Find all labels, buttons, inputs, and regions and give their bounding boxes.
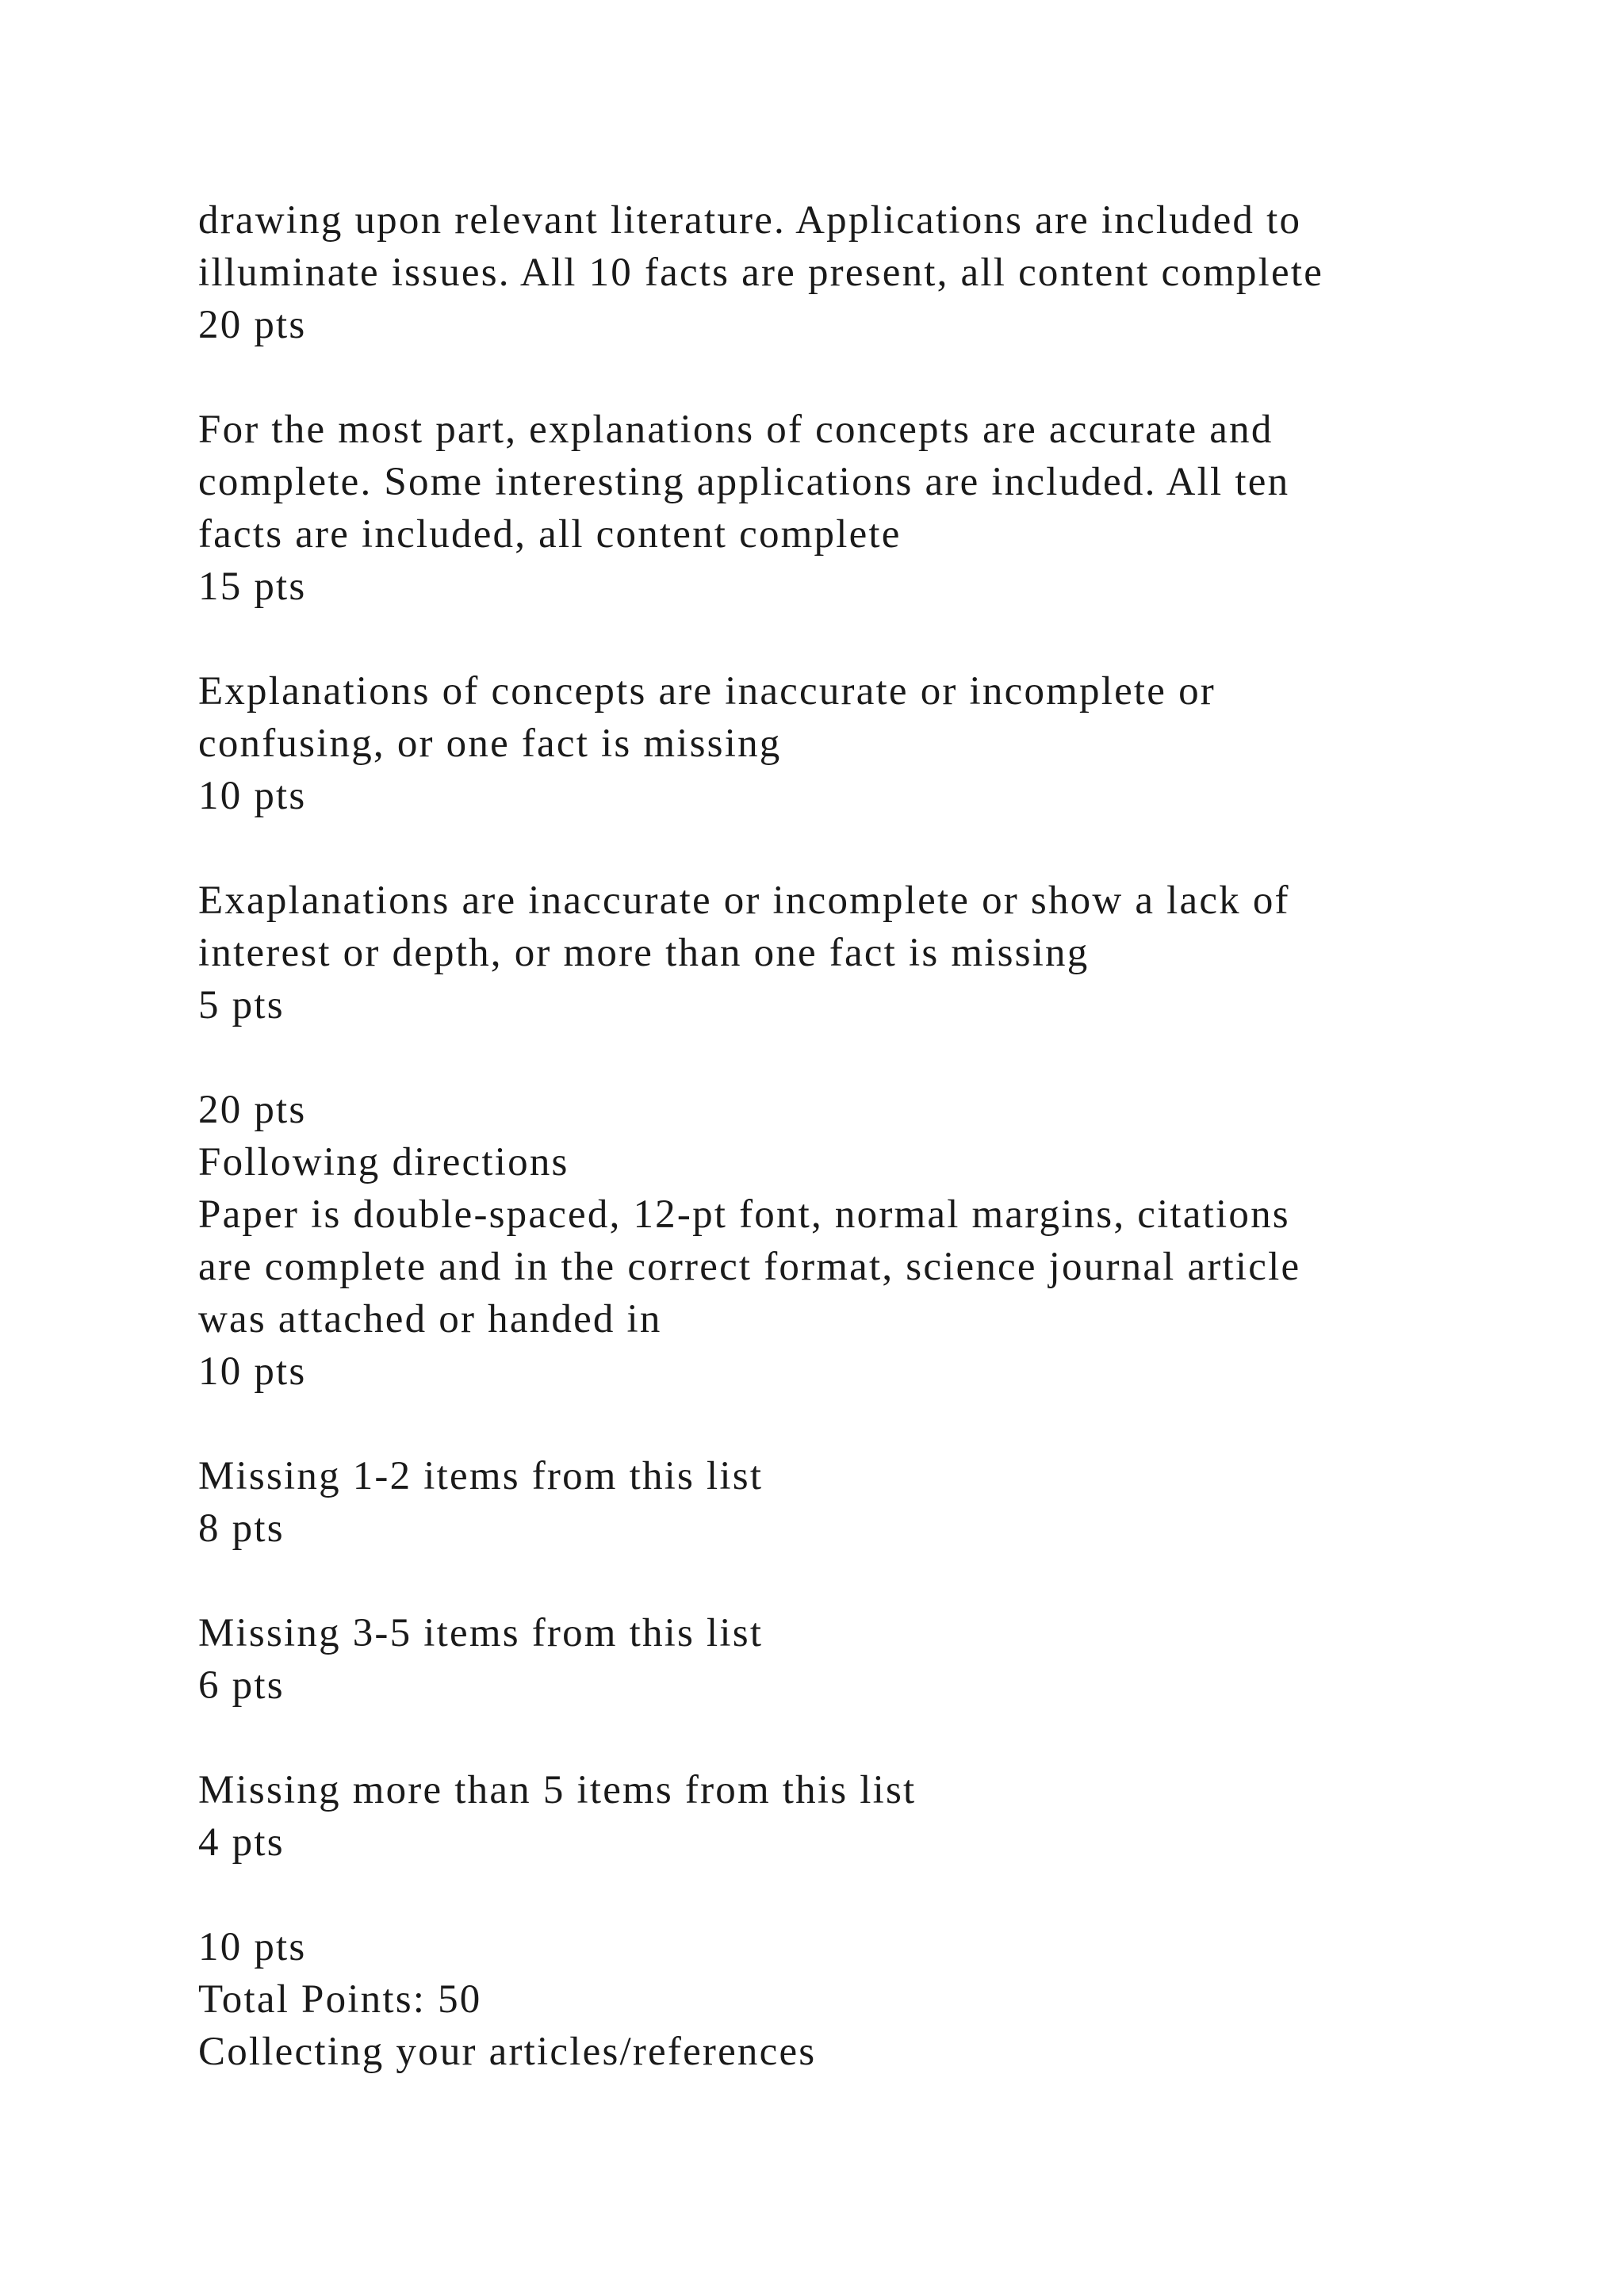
text-line: are complete and in the correct format, science journal article (198, 1245, 1301, 1289)
text-line: interest or depth, or more than one fact is missing (198, 931, 1090, 975)
points-line: 6 pts (198, 1663, 285, 1708)
document-body (198, 194, 1546, 2078)
text-line: Paper is double-spaced, 12-pt font, normal margins, citations (198, 1192, 1290, 1237)
total-points: Total Points: 50 (198, 1977, 482, 2022)
text-line: complete. Some interesting applications are included. All ten (198, 460, 1290, 504)
blank-line (198, 1031, 1546, 1084)
section-heading: Following directions (198, 1140, 569, 1184)
points-line: 4 pts (198, 1820, 285, 1865)
blank-line (198, 1555, 1546, 1607)
text-line: was attached or handed in (198, 1297, 662, 1341)
blank-line (198, 613, 1546, 665)
section-heading: Collecting your articles/references (198, 2030, 817, 2074)
points-line: 10 pts (198, 1349, 307, 1394)
text-line: Missing more than 5 items from this list (198, 1768, 917, 1812)
blank-line (198, 351, 1546, 404)
blank-line (198, 822, 1546, 874)
text-line: drawing upon relevant literature. Applications are included to (198, 198, 1302, 243)
text-line: confusing, or one fact is missing (198, 721, 782, 766)
blank-line (198, 1398, 1546, 1450)
text-line: Missing 3-5 items from this list (198, 1611, 764, 1655)
text-line: Exaplanations are inaccurate or incomplete or show a lack of (198, 878, 1290, 923)
points-line: 20 pts (198, 303, 307, 347)
points-line: 8 pts (198, 1506, 285, 1551)
points-line: 10 pts (198, 774, 307, 818)
points-line: 5 pts (198, 983, 285, 1027)
text-line: illuminate issues. All 10 facts are present, all content complete (198, 251, 1324, 295)
text-line: For the most part, explanations of concepts are accurate and (198, 408, 1274, 452)
blank-line (198, 1712, 1546, 1764)
text-line: Explanations of concepts are inaccurate or incomplete or (198, 669, 1216, 714)
points-line: 10 pts (198, 1925, 307, 1969)
text-line: Missing 1-2 items from this list (198, 1454, 764, 1498)
points-line: 20 pts (198, 1088, 307, 1132)
points-line: 15 pts (198, 564, 307, 609)
text-line: facts are included, all content complete (198, 512, 902, 557)
blank-line (198, 1869, 1546, 1921)
